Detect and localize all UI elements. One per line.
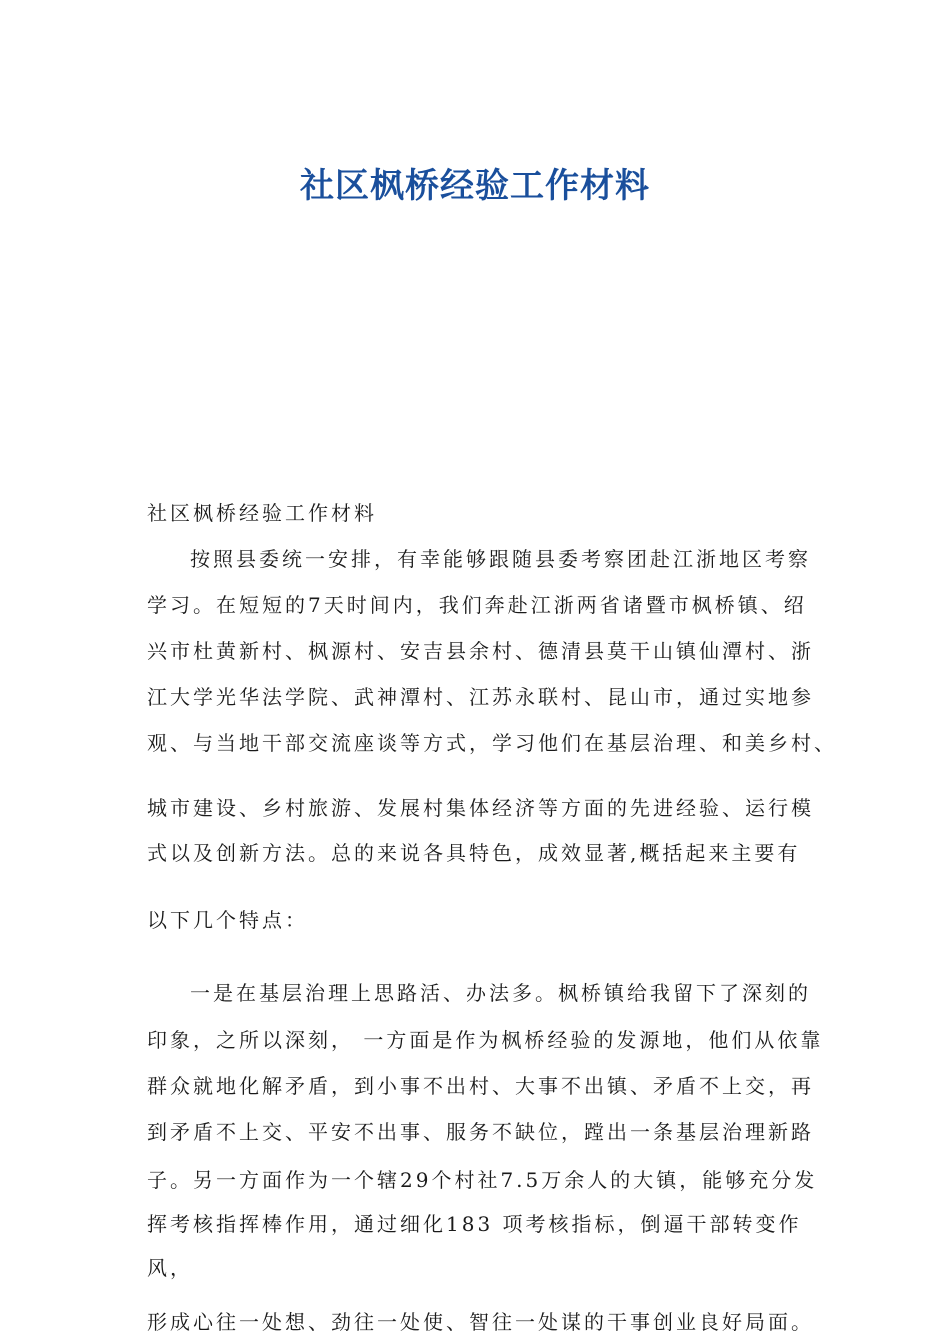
paragraph-line: 城市建设、乡村旅游、发展村集体经济等方面的先进经验、运行模: [147, 796, 814, 820]
paragraph-line: 以下几个特点：: [147, 908, 308, 932]
paragraph-line: 风，: [147, 1256, 193, 1280]
paragraph-line: 群众就地化解矛盾，到小事不出村、大事不出镇、矛盾不上交，再: [147, 1074, 814, 1098]
paragraph-line: 印象，之所以深刻， 一方面是作为枫桥经验的发源地，他们从依靠: [147, 1028, 824, 1052]
paragraph-line: 一是在基层治理上思路活、办法多。枫桥镇给我留下了深刻的: [190, 981, 811, 1005]
paragraph-line: 到矛盾不上交、平安不出事、服务不缺位，蹚出一条基层治理新路: [147, 1120, 814, 1144]
paragraph-line: 兴市杜黄新村、枫源村、安吉县余村、德清县莫干山镇仙潭村、浙: [147, 639, 814, 663]
paragraph-line: 江大学光华法学院、武神潭村、江苏永联村、昆山市，通过实地参: [147, 685, 814, 709]
document-subtitle: 社区枫桥经验工作材料: [147, 501, 377, 525]
paragraph-line: 式以及创新方法。总的来说各具特色，成效显著,概括起来主要有: [147, 841, 801, 865]
document-title: 社区枫桥经验工作材料: [300, 166, 650, 206]
paragraph-line: 形成心往一处想、劲往一处使、智往一处谋的干事创业良好局面。: [147, 1310, 814, 1334]
paragraph-line: 挥考核指挥棒作用，通过细化183 项考核指标，倒逼干部转变作: [147, 1212, 802, 1236]
paragraph-line: 按照县委统一安排，有幸能够跟随县委考察团赴江浙地区考察: [190, 547, 811, 571]
paragraph-line: 学习。在短短的7天时间内，我们奔赴江浙两省诸暨市枫桥镇、绍: [147, 593, 807, 617]
paragraph-line: 子。另一方面作为一个辖29个村社7.5万余人的大镇，能够充分发: [147, 1168, 818, 1192]
paragraph-line: 观、与当地干部交流座谈等方式，学习他们在基层治理、和美乡村、: [147, 731, 837, 755]
